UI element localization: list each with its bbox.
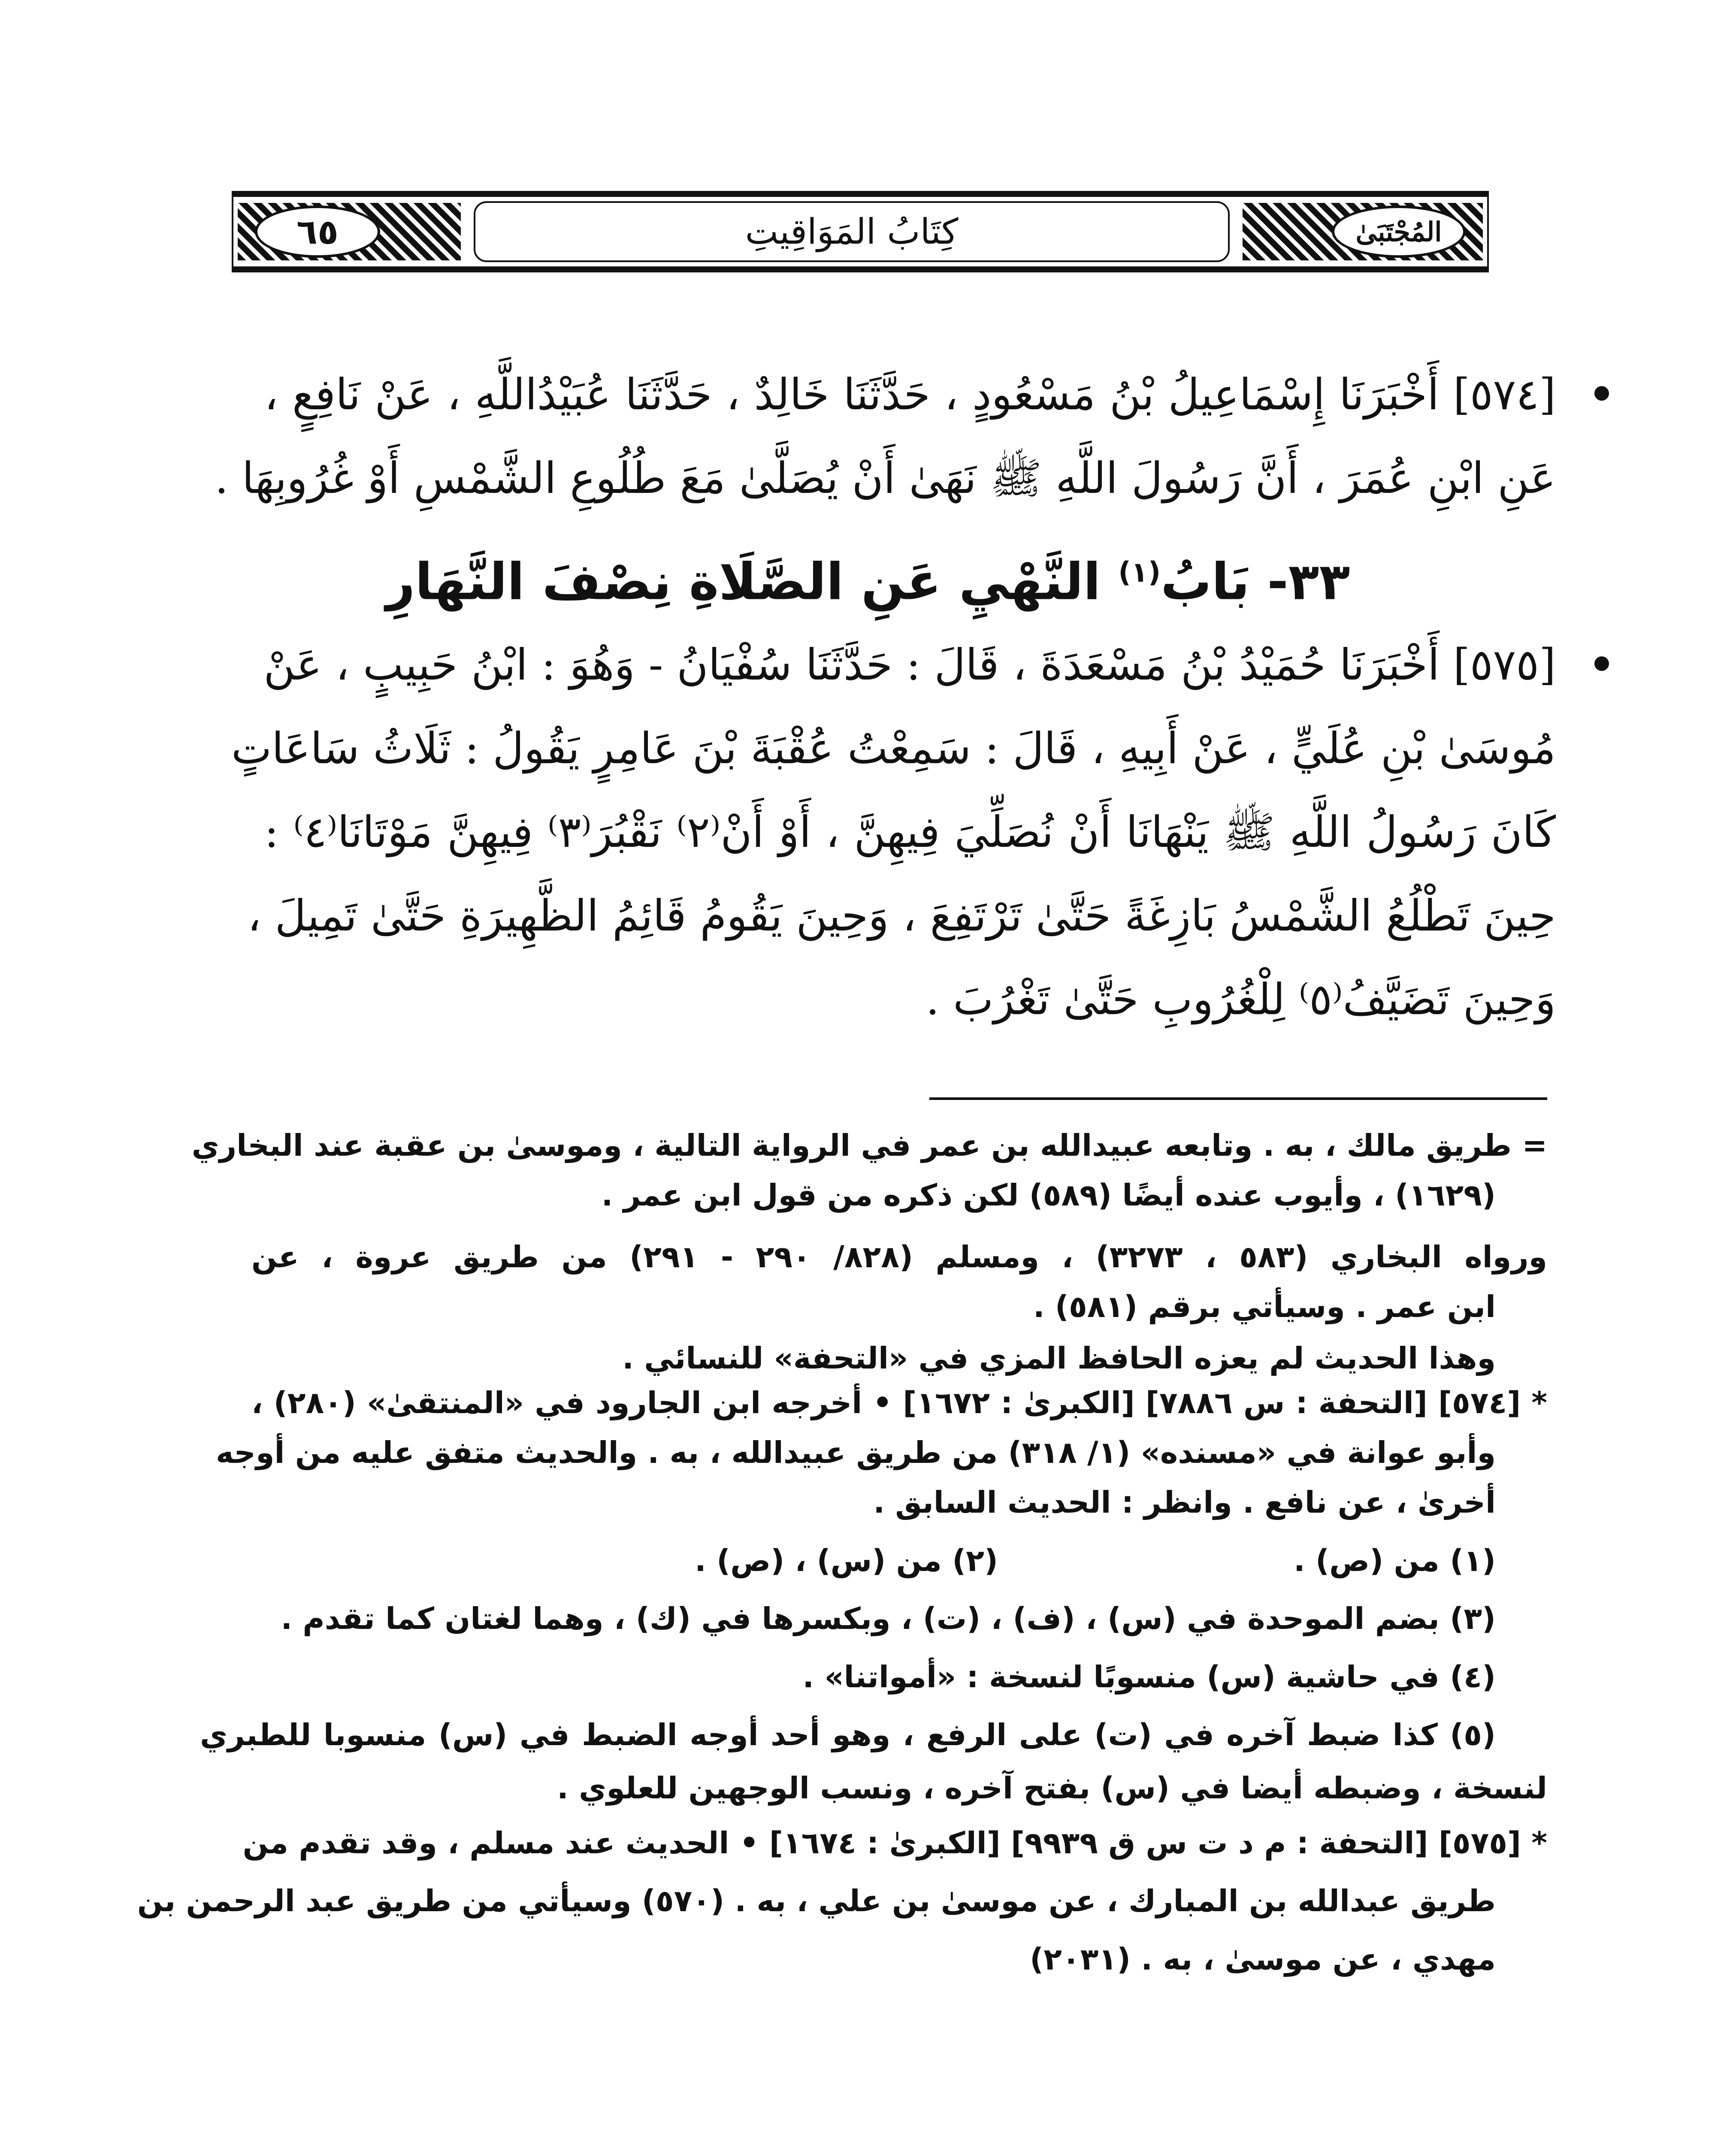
page-number: ٦٥ <box>255 205 380 258</box>
footnote-line: = طريق مالك ، به . وتابعه عبيدالله بن عمر في الرواية التالية ، وموسىٰ بن عقبة عند البخاري <box>191 1128 1547 1163</box>
header-ornament-left <box>238 203 461 260</box>
hadith-575-line: مُوسَىٰ بْنِ عُلَيٍّ ، عَنْ أَبِيهِ ، قَالَ : سَمِعْتُ عُقْبَةَ بْنَ عَامِرٍ يَقُولُ : ثَلَاثُ سَاعَاتٍ <box>231 723 1556 773</box>
footnote-ref: (١) <box>1118 556 1161 589</box>
chapter-number: ٣٣- <box>1267 552 1350 611</box>
footnote-line: أخرىٰ ، عن نافع . وانظر : الحديث السابق . <box>873 1485 1496 1520</box>
footnote-line: (٣) بضم الموحدة في (س) ، (ف) ، (ت) ، وبكسرها في (ك) ، وهما لغتان كما تقدم . <box>281 1601 1496 1636</box>
footnote-line: لنسخة ، وضبطه أيضا في (س) بفتح آخره ، ونسب الوجهين للعلوي . <box>557 1770 1547 1806</box>
book-name-logo: المُجْتَبَىٰ <box>1332 205 1466 258</box>
hadith-574-line: عَنِ ابْنِ عُمَرَ ، أَنَّ رَسُولَ اللَّهِ ﷺ نَهَىٰ أَنْ يُصَلَّىٰ مَعَ طُلُوعِ الشَّمْسِ أَوْ غُرُوبِهَا . <box>215 453 1556 503</box>
footnote-line: وهذا الحديث لم يعزه الحافظ المزي في «التحفة» للنسائي . <box>622 1341 1496 1376</box>
hadith-575-line: [٥٧٥] أَخْبَرَنَا حُمَيْدُ بْنُ مَسْعَدَةَ ، قَالَ : حَدَّثَنَا سُفْيَانُ - وَهُوَ : ابْنُ حَبِيبٍ ، عَنْ <box>263 640 1556 690</box>
footnote-line: (١٦٢٩) ، وأيوب عنده أيضًا (٥٨٩) لكن ذكره من قول ابن عمر . <box>601 1178 1496 1213</box>
hadith-575-line: وَحِينَ تَضَيَّفُ⁽٥⁾ لِلْغُرُوبِ حَتَّىٰ تَغْرُبَ . <box>925 974 1556 1024</box>
chapter-heading <box>0 536 1736 618</box>
chapter-bab: بَابُ <box>1161 552 1250 611</box>
footnote-line: ابن عمر . وسيأتي برقم (٥٨١) . <box>1033 1289 1496 1324</box>
footnote-line: (٢) من (س) ، (ص) . <box>695 1543 998 1578</box>
footnote-line: (١) من (ص) . <box>1294 1543 1496 1578</box>
hadith-575-line: كَانَ رَسُولُ اللَّهِ ﷺ يَنْهَانَا أَنْ نُصَلِّيَ فِيهِنَّ ، أَوْ أَنْ⁽٢⁾ نَقْبُرَ⁽٣⁾ فِيهِنَّ مَوْتَانَا⁽٤⁾ : <box>264 807 1556 857</box>
page-header <box>232 191 1489 272</box>
footnote-line: (٤) في حاشية (س) منسوبًا لنسخة : «أمواتنا» . <box>802 1659 1496 1695</box>
footnote-line: وأبو عوانة في «مسنده» (١/ ٣١٨) من طريق عبيدالله ، به . والحديث متفق عليه من أوجه <box>216 1435 1496 1470</box>
bullet-icon <box>1594 386 1609 401</box>
running-title: كِتَابُ المَوَاقِيتِ <box>474 201 1230 262</box>
hadith-575-line: حِينَ تَطْلُعُ الشَّمْسُ بَازِغَةً حَتَّىٰ تَرْتَفِعَ ، وَحِينَ يَقُومُ قَائِمُ الظَّهِيرَةِ حَتَّىٰ تَمِيلَ ، <box>247 891 1556 941</box>
chapter-title: النَّهْيِ عَنِ الصَّلَاةِ نِصْفَ النَّهَارِ <box>386 552 1101 611</box>
footnote-separator <box>929 1097 1547 1100</box>
footnote-line: * [٥٧٤] [التحفة : س ٧٨٨٦] [الكبرىٰ : ١٦٧٢] • أخرجه ابن الجارود في «المنتقىٰ» (٢٨٠) ، <box>251 1385 1547 1420</box>
footnote-line: طريق عبدالله بن المبارك ، عن موسىٰ بن علي ، به . (٥٧٠) وسيأتي من طريق عبد الرحمن بن <box>137 1883 1496 1918</box>
footnote-line: ورواه البخاري (٥٨٣ ، ٣٢٧٣) ، ومسلم (٨٢٨/ ٢٩٠ - ٢٩١) من طريق عروة ، عن <box>251 1239 1548 1275</box>
footnote-line: مهدي ، عن موسىٰ ، به . (٢٠٣١) <box>1030 1942 1496 1977</box>
hadith-574-line: [٥٧٤] أَخْبَرَنَا إِسْمَاعِيلُ بْنُ مَسْعُودٍ ، حَدَّثَنَا خَالِدٌ ، حَدَّثَنَا عُبَيْدُاللَّهِ ، عَنْ نَافِعٍ ، <box>264 369 1556 420</box>
footnote-line: * [٥٧٥] [التحفة : م د ت س ق ٩٩٣٩] [الكبرىٰ : ١٦٧٤] • الحديث عند مسلم ، وقد تقدم من <box>242 1825 1547 1861</box>
bullet-icon <box>1594 656 1609 671</box>
footnote-line: (٥) كذا ضبط آخره في (ت) على الرفع ، وهو أحد أوجه الضبط في (س) منسوبا للطبري <box>200 1717 1496 1752</box>
header-ornament-right <box>1243 203 1483 260</box>
